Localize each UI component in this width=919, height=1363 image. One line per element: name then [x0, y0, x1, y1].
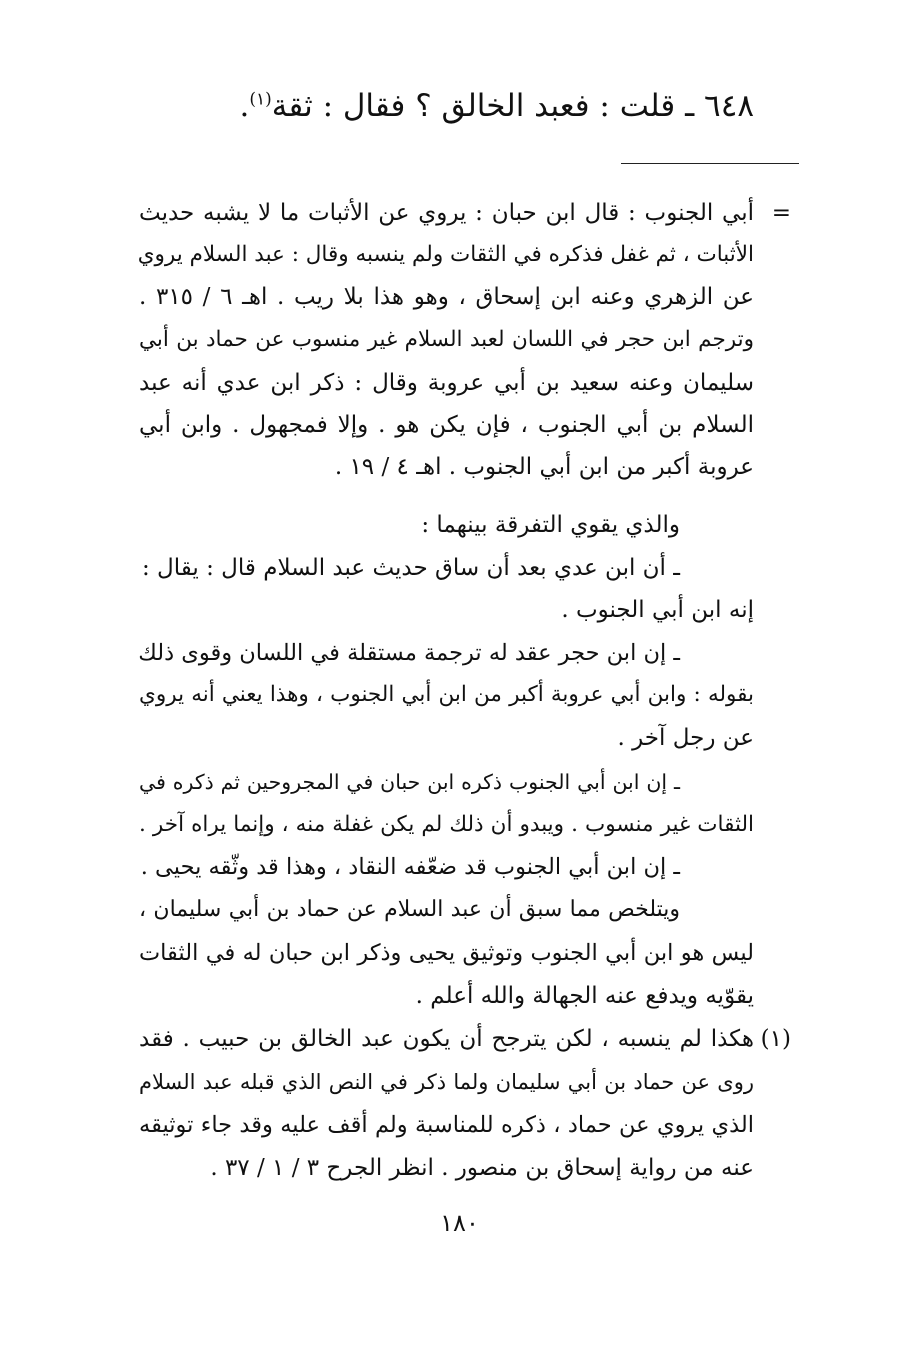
entry-text: ٦٤٨ ـ قلت : فعبد الخالق ؟ فقال : ثقة: [271, 88, 754, 124]
footnote-line: ـ إن ابن أبي الجنوب قد ضعّفه النقاد ، وهذا قد وثّقه يحيى .: [140, 854, 680, 880]
footnote-separator: [621, 163, 799, 164]
footnote-line: والذي يقوي التفرقة بينهما :: [421, 512, 680, 538]
footnote-line: سليمان وعنه سعيد بن أبي عروبة وقال : ذكر ابن عدي أنه عبد: [139, 370, 754, 396]
footnote-line: أبي الجنوب : قال ابن حبان : يروي عن الأثبات ما لا يشبه حديث: [139, 200, 754, 226]
footnote-line: ـ إن ابن أبي الجنوب ذكره ابن حبان في المجروحين ثم ذكره في: [139, 770, 680, 794]
page-number: ١٨٠: [440, 1209, 479, 1237]
footnote-line: هكذا لم ينسبه ، لكن يترجح أن يكون عبد الخالق بن حبيب . فقد: [139, 1026, 754, 1052]
footnote-line: عن رجل آخر .: [617, 725, 754, 751]
footnote-line: وترجم ابن حجر في اللسان لعبد السلام غير منسوب عن حماد بن أبي: [139, 327, 754, 352]
footnote-line: بقوله : وابن أبي عروبة أكبر من ابن أبي الجنوب ، وهذا يعني أنه يروي: [139, 682, 754, 707]
footnote-line: عنه من رواية إسحاق بن منصور . انظر الجرح ٣ / ١ / ٣٧ .: [210, 1155, 754, 1181]
continuation-marker: =: [771, 200, 791, 226]
footnote-line: الأثبات ، ثم غفل فذكره في الثقات ولم ينسبه وقال : عبد السلام يروي: [137, 242, 754, 267]
footnote-line: ـ أن ابن عدي بعد أن ساق حديث عبد السلام قال : يقال :: [142, 555, 680, 581]
footnote-line: عروبة أكبر من ابن أبي الجنوب . اهـ ٤ / ١٩ .: [334, 454, 754, 480]
footnote-line: إنه ابن أبي الجنوب .: [561, 597, 754, 623]
footnote-line: السلام بن أبي الجنوب ، فإن يكن هو . وإلا فمجهول . وابن أبي: [139, 412, 754, 438]
footnote-line: روى عن حماد بن أبي سليمان ولما ذكر في النص الذي قبله عبد السلام: [139, 1070, 754, 1094]
entry-648: [240, 88, 754, 124]
footnote-line: يقوّيه ويدفع عنه الجهالة والله أعلم .: [415, 983, 754, 1009]
entry-end: .: [239, 88, 250, 124]
footnote-line: ـ إن ابن حجر عقد له ترجمة مستقلة في اللسان وقوى ذلك: [138, 640, 680, 666]
footnote-line: الثقات غير منسوب . ويبدو أن ذلك لم يكن غفلة منه ، وإنما يراه آخر .: [139, 812, 754, 837]
footnote-line: ليس هو ابن أبي الجنوب وتوثيق يحيى وذكر ابن حبان له في الثقات: [139, 940, 754, 966]
footnote-line: الذي يروي عن حماد ، ذكره للمناسبة ولم أقف عليه وقد جاء توثيقه: [139, 1112, 754, 1138]
footnote-line: ويتلخص مما سبق أن عبد السلام عن حماد بن أبي سليمان ،: [139, 897, 680, 922]
footnote-marker: (١): [760, 1026, 791, 1052]
footnote-reference: (١): [249, 89, 272, 110]
footnote-line: عن الزهري وعنه ابن إسحاق ، وهو هذا بلا ريب . اهـ ٦ / ٣١٥ .: [139, 284, 755, 310]
